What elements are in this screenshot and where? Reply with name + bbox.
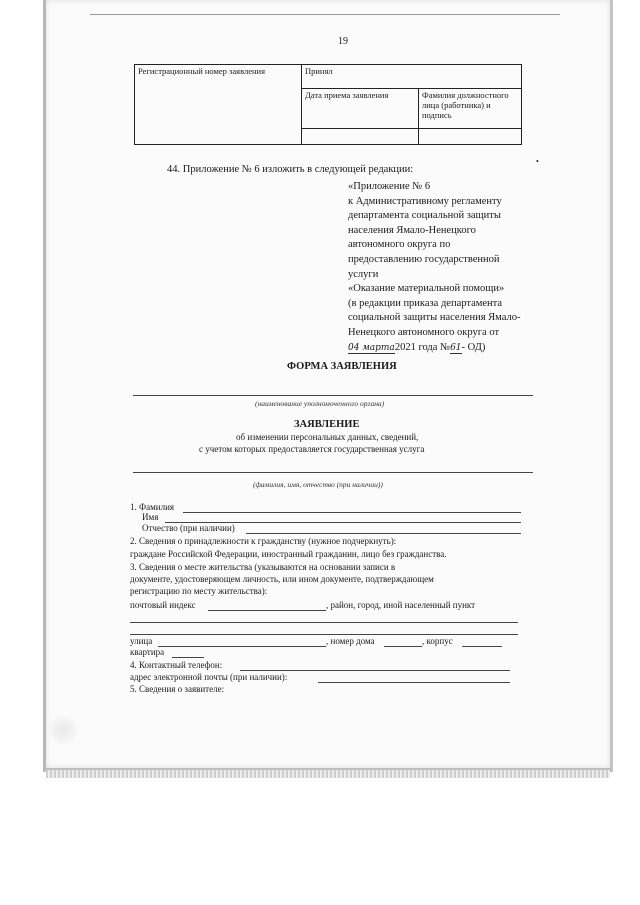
clause-44: 44. Приложение № 6 изложить в следующей редакции:: [167, 164, 414, 175]
residence-line-3: регистрацию по месту жительства):: [130, 586, 268, 596]
appendix-header: [348, 180, 568, 355]
residence-line-2: документе, удостоверяющем личность, или ином документе, подтверждающем: [130, 574, 434, 584]
application-title: ЗАЯВЛЕНИЕ: [294, 419, 360, 430]
fio-line: [133, 472, 533, 473]
postcode-field[interactable]: [208, 610, 326, 611]
appendix-suffix: - ОД): [461, 341, 486, 353]
appendix-line: (в редакции приказа департамента: [348, 297, 503, 309]
flat-label: квартира: [130, 647, 165, 657]
phone-label: 4. Контактный телефон:: [130, 660, 223, 670]
application-subtitle-2: с учетом которых предоставляется государственная услуга: [199, 444, 425, 454]
fio-caption: (фамилия, имя, отчество (при наличии)): [253, 480, 383, 489]
appendix-line: предоставлению государственной: [348, 253, 500, 265]
district-label: , район, город, иной населенный пункт: [326, 600, 476, 610]
accepted-cell: Принял: [302, 65, 522, 89]
district-line-2[interactable]: [130, 634, 518, 635]
postcode-label: почтовый индекс: [130, 600, 196, 610]
street-field[interactable]: [158, 646, 326, 647]
handwritten-date: 04 марта: [348, 342, 395, 353]
date-header-cell: Дата приема заявления: [302, 89, 419, 129]
appendix-line: Ненецкого автономного округа от: [348, 326, 500, 338]
page-top-edge: [90, 14, 560, 15]
official-value-cell: [419, 129, 522, 145]
house-field[interactable]: [384, 646, 422, 647]
building-field[interactable]: [462, 646, 502, 647]
patronymic-field[interactable]: [246, 533, 521, 534]
scan-speck: •: [536, 157, 539, 166]
appendix-line: автономного округа по: [348, 239, 451, 251]
flat-field[interactable]: [172, 657, 204, 658]
authority-line: [133, 395, 533, 396]
phone-field[interactable]: [240, 670, 510, 671]
appendix-line: «Оказание материальной помощи»: [348, 283, 505, 295]
appendix-line: населения Ямало-Ненецкого: [348, 224, 476, 236]
house-label: , номер дома: [326, 636, 375, 646]
authority-caption: (наименование уполномоченного органа): [255, 399, 385, 408]
appendix-line: «Приложение № 6: [348, 181, 431, 192]
patronymic-label: Отчество (при наличии): [142, 523, 235, 533]
scan-artifact: [48, 715, 78, 745]
appendix-line: к Административному регламенту: [348, 195, 502, 207]
date-value-cell: [302, 129, 419, 145]
handwritten-number: 61: [450, 342, 462, 353]
surname-field[interactable]: [183, 512, 521, 513]
email-field[interactable]: [318, 682, 510, 683]
citizenship-options: граждане Российской Федерации, иностранный гражданин, лицо без гражданства.: [130, 549, 447, 559]
email-label: адрес электронной почты (при наличии):: [130, 672, 288, 682]
street-label: улица: [130, 636, 153, 646]
applicant-label: 5. Сведения о заявителе:: [130, 684, 225, 694]
district-line-1[interactable]: [130, 622, 518, 623]
name-label: Имя: [142, 512, 159, 522]
appendix-line: департамента социальной защиты: [348, 210, 501, 222]
page-number: 19: [338, 36, 348, 47]
registration-table: [134, 64, 522, 145]
appendix-line: услуги: [348, 268, 379, 280]
appendix-date-line: [348, 341, 568, 356]
building-label: , корпус: [422, 636, 453, 646]
application-subtitle-1: об изменении персональных данных, сведений,: [236, 432, 419, 442]
residence-line-1: 3. Сведения о месте жительства (указываются на основании записи в: [130, 562, 396, 572]
appendix-year: 2021 года №: [394, 341, 451, 353]
form-title: ФОРМА ЗАЯВЛЕНИЯ: [287, 361, 397, 372]
appendix-line: социальной защиты населения Ямало-: [348, 312, 521, 324]
official-header-cell: Фамилия должностного лица (работника) и подпись: [419, 89, 522, 129]
reg-number-cell: Регистрационный номер заявления: [135, 65, 302, 145]
citizenship-label: 2. Сведения о принадлежности к гражданству (нужное подчеркнуть):: [130, 536, 397, 546]
surname-label: 1. Фамилия: [130, 502, 175, 512]
